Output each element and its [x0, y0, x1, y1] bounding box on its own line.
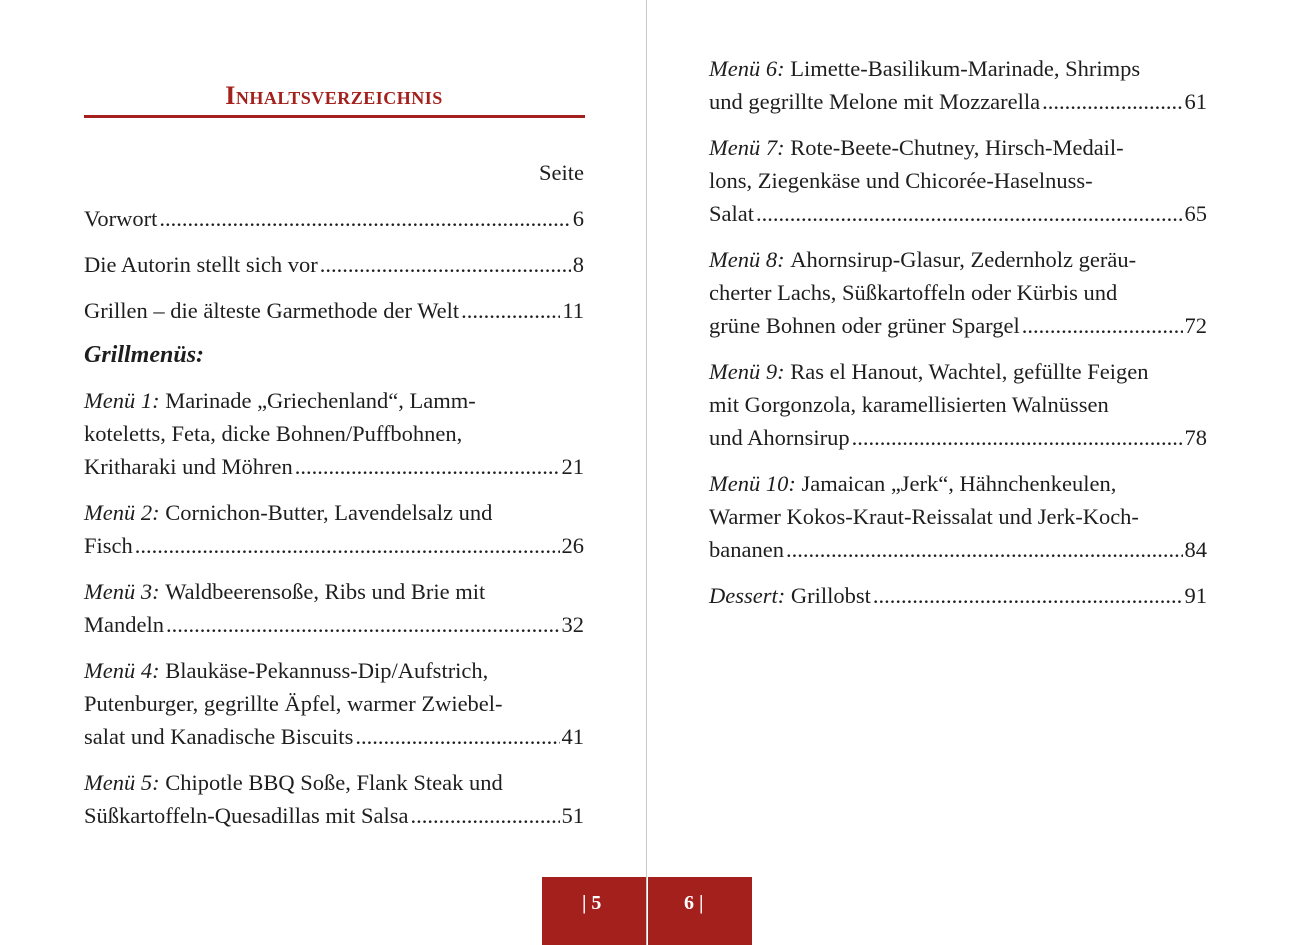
toc-title: Inhaltsverzeichnis — [225, 81, 443, 110]
entry-text: koteletts, Feta, dicke Bohnen/Puffbohnen, — [84, 421, 463, 446]
dot-leader — [786, 533, 1183, 566]
entry-text: Warmer Kokos-Kraut-Reissalat und Jerk-Koch- — [709, 504, 1139, 529]
toc-entry — [709, 52, 1207, 118]
entry-text: Grillen – die älteste Garmethode der Welt — [84, 298, 460, 323]
toc-line — [84, 529, 584, 562]
entry-text: Cornichon-Butter, Lavendelsalz und — [165, 500, 493, 525]
dot-leader — [135, 529, 560, 562]
toc-line — [84, 608, 584, 641]
toc-line — [84, 417, 584, 450]
toc-entry — [84, 766, 584, 832]
toc-line — [84, 450, 584, 483]
entry-text: Ahornsirup-Glasur, Zedernholz geräu- — [790, 247, 1137, 272]
toc-line — [84, 248, 584, 281]
toc-line — [709, 197, 1207, 230]
toc-entry — [709, 131, 1207, 230]
menu-label: Menü 2: — [84, 500, 160, 525]
toc-entry — [84, 248, 584, 281]
toc-entry — [709, 243, 1207, 342]
dot-leader — [1042, 85, 1182, 118]
toc-line — [84, 384, 584, 417]
menu-label: Menü 9: — [709, 359, 785, 384]
toc-line — [709, 388, 1207, 421]
page-ref: 61 — [1184, 89, 1207, 114]
entry-text: Marinade „Griechenland“, Lamm- — [165, 388, 476, 413]
entry-text: salat und Kanadische Biscuits — [84, 724, 354, 749]
entry-text: Salat — [709, 201, 754, 226]
dot-leader — [873, 579, 1183, 612]
toc-entry — [84, 654, 584, 753]
menu-label: Menü 1: — [84, 388, 160, 413]
toc-line — [709, 500, 1207, 533]
page-ref: 6 — [572, 206, 584, 231]
page-ref: 21 — [561, 454, 584, 479]
toc-line — [709, 467, 1207, 500]
toc-line — [84, 496, 584, 529]
toc-line — [84, 575, 584, 608]
dot-leader — [411, 799, 560, 832]
entry-text: lons, Ziegenkäse und Chicorée-Haselnuss- — [709, 168, 1093, 193]
menu-label: Menü 7: — [709, 135, 785, 160]
entry-text: Fisch — [84, 533, 133, 558]
entry-text: Chipotle BBQ Soße, Flank Steak und — [165, 770, 503, 795]
entry-text: und Ahornsirup — [709, 425, 850, 450]
menu-label: Menü 4: — [84, 658, 160, 683]
dot-leader — [852, 421, 1183, 454]
left-toc-column — [84, 156, 584, 845]
toc-line — [84, 799, 584, 832]
page-column-header: Seite — [539, 160, 584, 185]
dot-leader — [320, 248, 571, 281]
dot-leader — [756, 197, 1183, 230]
toc-line — [709, 164, 1207, 197]
entry-text: Ras el Hanout, Wachtel, gefüllte Feigen — [790, 359, 1149, 384]
right-toc-column — [709, 52, 1207, 625]
toc-line — [709, 355, 1207, 388]
dot-leader — [166, 608, 560, 641]
dot-leader — [461, 294, 560, 327]
toc-line — [84, 654, 584, 687]
entry-text: Rote-Beete-Chutney, Hirsch-Medail- — [790, 135, 1124, 160]
toc-line — [84, 202, 584, 235]
left-menu-entries — [84, 384, 584, 832]
menu-label: Menü 5: — [84, 770, 160, 795]
right-menu-entries — [709, 52, 1207, 612]
entry-text: Mandeln — [84, 612, 164, 637]
dot-leader — [1022, 309, 1183, 342]
entry-text: Grillobst — [790, 583, 871, 608]
page-ref: 65 — [1184, 201, 1207, 226]
menu-label: Dessert: — [709, 583, 786, 608]
page-ref: 8 — [572, 252, 584, 277]
dot-leader — [295, 450, 560, 483]
title-rule — [84, 115, 585, 118]
toc-entry — [84, 202, 584, 235]
entry-text: cherter Lachs, Süßkartoffeln oder Kürbis und — [709, 280, 1118, 305]
entry-text: bananen — [709, 537, 784, 562]
toc-line — [709, 579, 1207, 612]
toc-entry — [709, 467, 1207, 566]
toc-line — [84, 720, 584, 753]
page-ref: 78 — [1184, 425, 1207, 450]
entry-text: Blaukäse-Pekannuss-Dip/Aufstrich, — [165, 658, 489, 683]
entry-text: grüne Bohnen oder grüner Spargel — [709, 313, 1020, 338]
entry-text: Waldbeerensoße, Ribs und Brie mit — [165, 579, 486, 604]
section-heading: Grillmenüs: — [84, 342, 205, 368]
toc-entry — [709, 355, 1207, 454]
entry-text: Jamaican „Jerk“, Hähnchenkeulen, — [801, 471, 1117, 496]
toc-entry — [709, 579, 1207, 612]
toc-entry — [84, 575, 584, 641]
menu-label: Menü 8: — [709, 247, 785, 272]
toc-line — [84, 687, 584, 720]
page-ref: 41 — [561, 724, 584, 749]
intro-entries — [84, 202, 584, 327]
toc-line — [84, 766, 584, 799]
page-ref: 84 — [1184, 537, 1207, 562]
dot-leader — [355, 720, 559, 753]
toc-line — [709, 533, 1207, 566]
toc-entry — [84, 384, 584, 483]
toc-line — [709, 85, 1207, 118]
dot-leader — [159, 202, 570, 235]
entry-text: Die Autorin stellt sich vor — [84, 252, 318, 277]
toc-entry — [84, 496, 584, 562]
entry-text: Putenburger, gegrillte Äpfel, warmer Zwiebel- — [84, 691, 503, 716]
entry-text: mit Gorgonzola, karamellisierten Walnüssen — [709, 392, 1109, 417]
page-ref: 72 — [1184, 313, 1207, 338]
toc-line — [709, 421, 1207, 454]
menu-label: Menü 3: — [84, 579, 160, 604]
toc-line — [709, 309, 1207, 342]
page-ref: 91 — [1184, 583, 1207, 608]
page-ref: 26 — [561, 533, 584, 558]
entry-text: Vorwort — [84, 206, 158, 231]
toc-line — [84, 294, 584, 327]
page-ref: 11 — [562, 298, 584, 323]
menu-label: Menü 10: — [709, 471, 796, 496]
toc-entry — [84, 294, 584, 327]
entry-text: und gegrillte Melone mit Mozzarella — [709, 89, 1041, 114]
toc-line — [709, 131, 1207, 164]
page-ref: 32 — [561, 612, 584, 637]
toc-line — [709, 276, 1207, 309]
toc-line — [709, 243, 1207, 276]
menu-label: Menü 6: — [709, 56, 785, 81]
page-ref: 51 — [561, 803, 584, 828]
page-number-left: | 5 — [542, 877, 646, 945]
entry-text: Limette-Basilikum-Marinade, Shrimps — [790, 56, 1141, 81]
entry-text: Süßkartoffeln-Quesadillas mit Salsa — [84, 803, 409, 828]
entry-text: Kritharaki und Möhren — [84, 454, 293, 479]
toc-line — [709, 52, 1207, 85]
page-number-right: 6 | — [648, 877, 752, 945]
